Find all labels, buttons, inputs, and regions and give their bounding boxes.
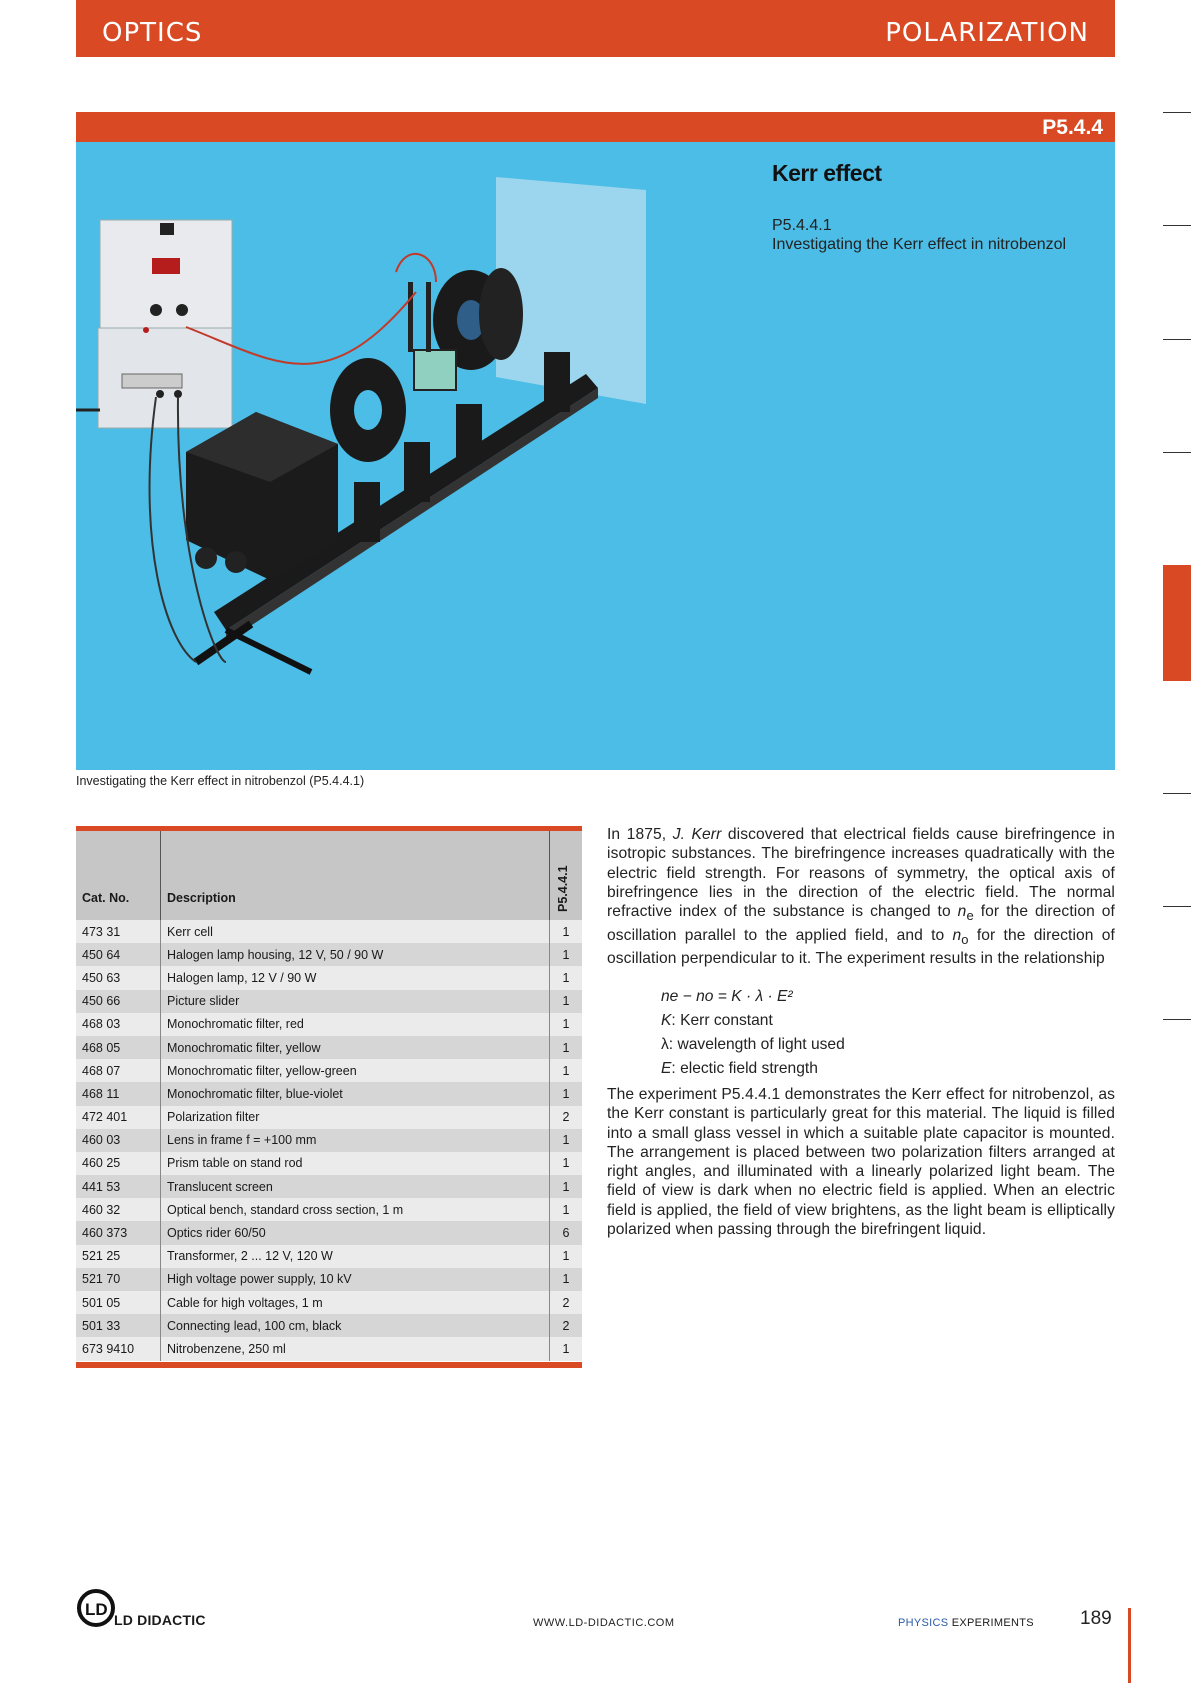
cat-no-cell: 501 05 <box>76 1291 161 1314</box>
symbol-n: n <box>952 926 962 944</box>
symbol-n: n <box>957 903 967 921</box>
logo-letters: LD <box>85 1600 108 1619</box>
col-header-experiment-label: P5.4.4.1 <box>556 865 570 912</box>
table-row <box>76 1106 582 1129</box>
table-row <box>76 1198 582 1221</box>
chapter-tab-mark <box>1163 452 1191 453</box>
description-cell: Monochromatic filter, yellow-green <box>161 1059 550 1082</box>
body-paragraph-1 <box>607 825 1115 968</box>
quantity-cell: 1 <box>562 1202 570 1217</box>
quantity-cell: 1 <box>562 1341 570 1356</box>
definition-text: : Kerr constant <box>671 1012 773 1029</box>
definition-k <box>661 1009 845 1033</box>
cat-no-cell: 673 9410 <box>76 1337 161 1360</box>
quantity-cell: 1 <box>562 1086 570 1101</box>
cat-no-cell: 521 70 <box>76 1268 161 1291</box>
subscript-e: e <box>966 908 974 924</box>
quantity-cell: 1 <box>562 1017 570 1032</box>
table-row <box>76 1221 582 1244</box>
quantity-cell: 1 <box>562 1272 570 1287</box>
description-cell: Nitrobenzene, 250 ml <box>161 1337 550 1360</box>
description-cell: Halogen lamp housing, 12 V, 50 / 90 W <box>161 943 550 966</box>
equipment-table <box>76 826 582 1361</box>
quantity-cell: 1 <box>562 1040 570 1055</box>
description-cell: Prism table on stand rod <box>161 1152 550 1175</box>
table-row <box>76 1175 582 1198</box>
quantity-cell: 1 <box>562 924 570 939</box>
col-header-cat-no: Cat. No. <box>76 826 161 920</box>
chapter-tab-active <box>1163 565 1191 681</box>
section-title-polarization: POLARIZATION <box>885 18 1089 48</box>
description-cell: Lens in frame f = +100 mm <box>161 1129 550 1152</box>
quantity-cell: 1 <box>562 994 570 1009</box>
cat-no-cell: 472 401 <box>76 1106 161 1129</box>
subscript-o: o <box>961 931 969 947</box>
description-cell: Halogen lamp, 12 V / 90 W <box>161 966 550 989</box>
cat-no-cell: 441 53 <box>76 1175 161 1198</box>
chapter-tab-mark <box>1163 339 1191 340</box>
quantity-cell: 2 <box>562 1318 570 1333</box>
table-row <box>76 1268 582 1291</box>
table-row <box>76 920 582 943</box>
cat-no-cell: 468 11 <box>76 1082 161 1105</box>
cat-no-cell: 521 25 <box>76 1245 161 1268</box>
table-row <box>76 1036 582 1059</box>
sub-experiment-title: Investigating the Kerr effect in nitrobenzol <box>772 236 1067 253</box>
person-name: J. Kerr <box>672 826 722 843</box>
description-cell: Monochromatic filter, yellow <box>161 1036 550 1059</box>
quantity-cell: 2 <box>562 1295 570 1310</box>
brand-name: LD DIDACTIC <box>114 1612 206 1628</box>
table-row <box>76 1314 582 1337</box>
table-row <box>76 1152 582 1175</box>
cat-no-cell: 468 03 <box>76 1013 161 1036</box>
col-header-description: Description <box>161 826 550 920</box>
kerr-formula <box>661 985 845 1009</box>
footer-category <box>898 1617 1034 1629</box>
description-cell: Kerr cell <box>161 920 550 943</box>
table-top-rule <box>76 826 582 831</box>
table-row <box>76 1013 582 1036</box>
description-cell: Translucent screen <box>161 1175 550 1198</box>
table-row <box>76 1337 582 1360</box>
chapter-tab-mark <box>1163 793 1191 794</box>
quantity-cell: 6 <box>562 1226 570 1241</box>
table-bottom-rule <box>76 1362 582 1368</box>
quantity-cell: 1 <box>562 1156 570 1171</box>
quantity-cell: 1 <box>562 1063 570 1078</box>
description-cell: Optics rider 60/50 <box>161 1221 550 1244</box>
table-row <box>76 966 582 989</box>
table-row <box>76 1129 582 1152</box>
footer-physics: PHYSICS <box>898 1617 949 1629</box>
sub-experiment-number: P5.4.4.1 <box>772 217 832 234</box>
cat-no-cell: 450 66 <box>76 990 161 1013</box>
symbol: λ <box>661 1036 669 1053</box>
description-cell: Connecting lead, 100 cm, black <box>161 1314 550 1337</box>
quantity-cell: 1 <box>562 1179 570 1194</box>
description-cell: Polarization filter <box>161 1106 550 1129</box>
chapter-tab-mark <box>1163 225 1191 226</box>
quantity-cell: 1 <box>562 947 570 962</box>
experiment-code: P5.4.4 <box>1042 116 1103 139</box>
page-number: 189 <box>1080 1608 1112 1629</box>
section-title-optics: OPTICS <box>102 18 203 48</box>
definition-e <box>661 1057 845 1081</box>
table-row <box>76 1245 582 1268</box>
description-cell: Monochromatic filter, red <box>161 1013 550 1036</box>
chapter-tab-mark <box>1163 112 1191 113</box>
col-header-experiment <box>550 826 583 920</box>
cat-no-cell: 450 63 <box>76 966 161 989</box>
footer-url[interactable]: WWW.LD-DIDACTIC.COM <box>533 1617 675 1629</box>
description-cell: Transformer, 2 ... 12 V, 120 W <box>161 1245 550 1268</box>
description-cell: Cable for high voltages, 1 m <box>161 1291 550 1314</box>
cat-no-cell: 473 31 <box>76 920 161 943</box>
table-row <box>76 1059 582 1082</box>
table-row <box>76 1082 582 1105</box>
quantity-cell: 1 <box>562 1249 570 1264</box>
quantity-cell: 1 <box>562 970 570 985</box>
section-header-bar <box>76 0 1115 57</box>
footer-experiments: EXPERIMENTS <box>948 1617 1034 1629</box>
cat-no-cell: 460 25 <box>76 1152 161 1175</box>
cat-no-cell: 460 32 <box>76 1198 161 1221</box>
chapter-tab-mark <box>1163 1019 1191 1020</box>
quantity-cell: 1 <box>562 1133 570 1148</box>
table-row <box>76 943 582 966</box>
experiment-title: Kerr effect <box>772 160 882 186</box>
body-paragraph-2: The experiment P5.4.4.1 demonstrates the Kerr effect for nitrobenzol, as the Kerr constant is particularly great for this material. The liquid is filled into a small glass vessel in which a suitable plate capacitor is mounted. The arrangement is placed between two polarization filters arranged at right angles, and illuminated with a linearly polarized light beam. The field of view is dark when no electric field is applied. When an electric field is applied, the field of view brightens, as the light beam is elliptically polarized when passing through the birefringent liquid. <box>607 1086 1115 1239</box>
symbol: E <box>661 1060 672 1077</box>
text-run: In 1875, <box>607 826 673 843</box>
symbol: K <box>661 1012 672 1029</box>
description-cell: Optical bench, standard cross section, 1 m <box>161 1198 550 1221</box>
definition-text: : electic field strength <box>671 1060 818 1077</box>
experiment-code-bar <box>76 112 1115 142</box>
chapter-tab-mark <box>1163 906 1191 907</box>
ld-logo-icon <box>76 1588 116 1628</box>
definition-lambda <box>661 1033 845 1057</box>
text-run: for the direction of oscillation perpendicular to it. The experiment results in the relationship <box>607 926 1115 967</box>
description-cell: High voltage power supply, 10 kV <box>161 1268 550 1291</box>
text-run: for the direction of oscillation parallel to the applied field, and to <box>607 903 1115 944</box>
description-cell: Monochromatic filter, blue-violet <box>161 1082 550 1105</box>
table-header-row <box>76 826 582 920</box>
cat-no-cell: 460 03 <box>76 1129 161 1152</box>
photo-caption: Investigating the Kerr effect in nitrobenzol (P5.4.4.1) <box>76 774 365 788</box>
kerr-formula-block <box>661 985 845 1081</box>
quantity-cell: 2 <box>562 1110 570 1125</box>
description-cell: Picture slider <box>161 990 550 1013</box>
cat-no-cell: 468 07 <box>76 1059 161 1082</box>
table-row <box>76 990 582 1013</box>
text-run: discovered that electrical fields cause birefringence in isotropic substances. The birefringence increases quadratically with the electric field strength. For reasons of symmetry, the optical axis of birefringence lies in the direction of the electric field. The normal refractive index of the substance is changed to <box>607 826 1116 921</box>
cat-no-cell: 460 373 <box>76 1221 161 1244</box>
cat-no-cell: 468 05 <box>76 1036 161 1059</box>
table-row <box>76 1291 582 1314</box>
page-number-rule <box>1128 1608 1131 1683</box>
definition-text: : wavelength of light used <box>668 1036 845 1053</box>
cat-no-cell: 450 64 <box>76 943 161 966</box>
cat-no-cell: 501 33 <box>76 1314 161 1337</box>
formula-text: ne − no = K · λ · E² <box>661 988 793 1005</box>
